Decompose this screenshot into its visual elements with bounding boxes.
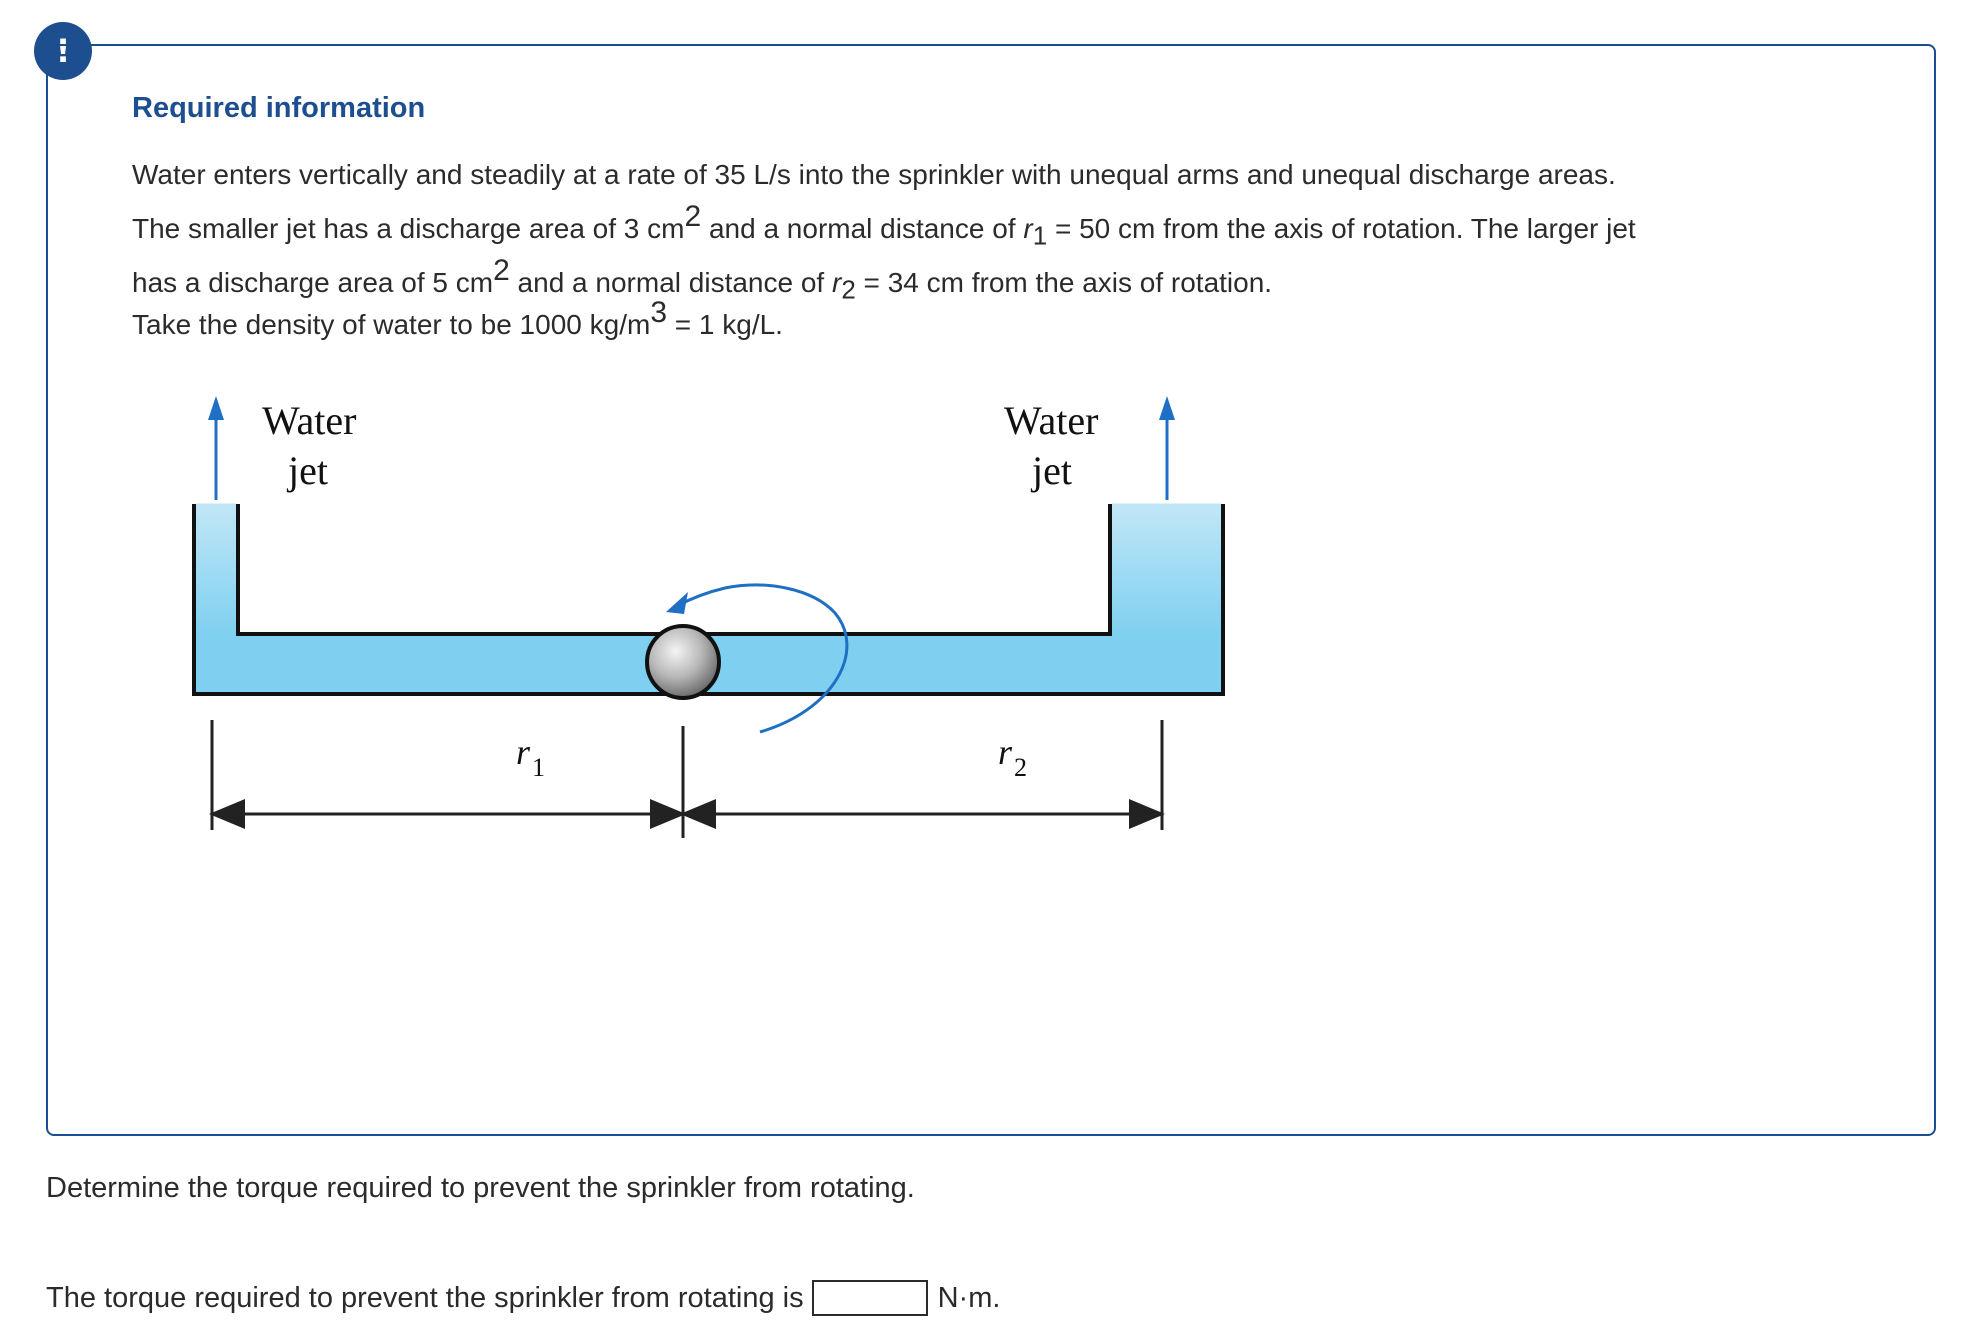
r1-label: $r_1$ <box>516 732 546 782</box>
statement-line-2: The smaller jet has a discharge area of 3 $cm^2$ and a normal distance of $r_1 = 50$ cm from the axis of rotation. The larger jet <box>132 199 1636 251</box>
answer-prefix: The torque required to prevent the sprinkler from rotating is <box>46 1281 804 1314</box>
required-info-title: Required information <box>132 92 426 124</box>
question-text: Determine the torque required to prevent the sprinkler from rotating. <box>46 1172 915 1204</box>
answer-row <box>46 1280 1000 1316</box>
right-jet-arrow-icon <box>1159 396 1175 500</box>
statement-line-3: has a discharge area of 5 $cm^2$ and a normal distance of $r_2 = 34$ cm from the axis of rotation. <box>132 253 1273 305</box>
right-jet-label-line2: jet <box>1032 448 1072 493</box>
left-jet-arrow-icon <box>208 396 224 500</box>
statement-line-1: Water enters vertically and steadily at a rate of 35 L/s into the sprinkler with unequal arms and unequal discharge areas. <box>132 159 1616 190</box>
answer-unit: N·m. <box>937 1281 1001 1314</box>
left-jet-water <box>196 508 236 634</box>
right-jet-label-line1: Water <box>1004 398 1099 443</box>
alert-icon: ! <box>34 22 92 80</box>
left-jet-label-line2: jet <box>288 448 328 493</box>
left-jet-label-line1: Water <box>262 398 357 443</box>
problem-statement <box>132 148 1852 310</box>
sprinkler-diagram <box>180 380 1240 850</box>
torque-answer-input[interactable] <box>812 1280 928 1316</box>
sprinkler-hub <box>647 626 719 698</box>
density-statement: Take the density of water to be 1000 $kg/m^3 = 1$ kg/L. <box>132 295 783 340</box>
right-jet-water <box>1112 508 1221 634</box>
r2-label: $r_2$ <box>998 732 1028 782</box>
